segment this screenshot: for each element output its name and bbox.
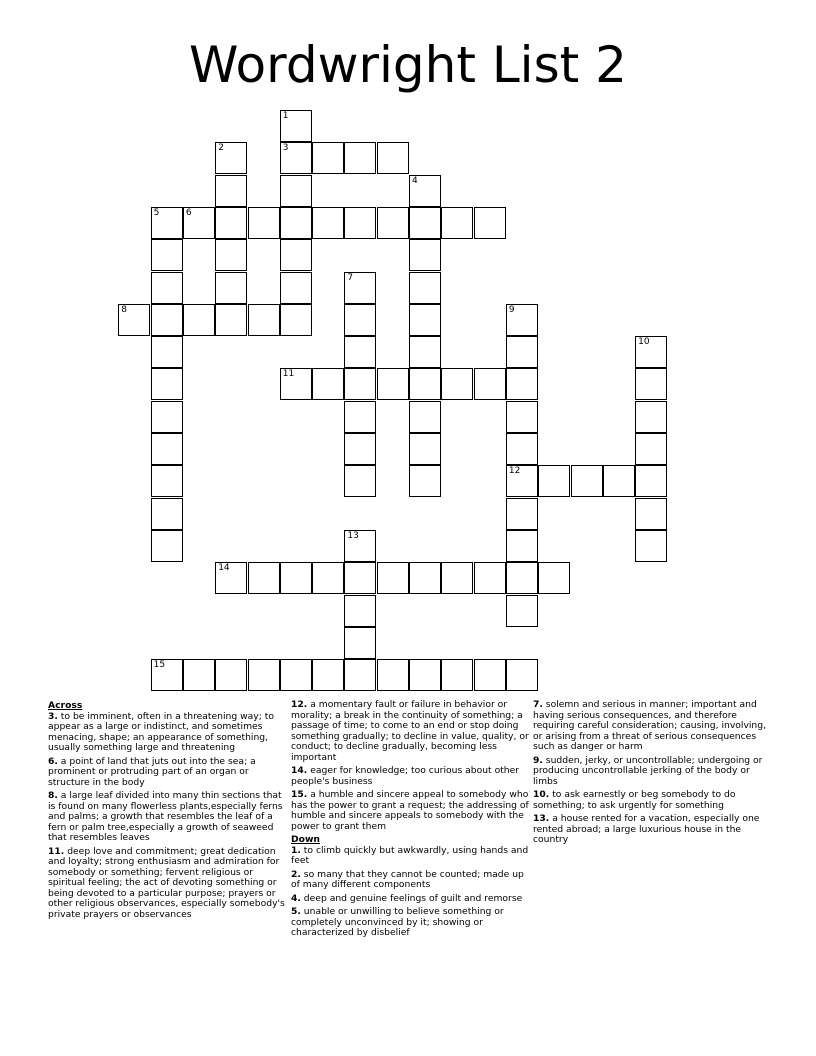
across-clue-list-2 [291, 700, 533, 832]
clue-item [291, 766, 533, 787]
clue-item [533, 700, 775, 753]
grid-cell[interactable] [151, 272, 183, 304]
clues-column-3 [533, 700, 775, 849]
grid-cell[interactable] [344, 207, 376, 239]
grid-cell[interactable] [409, 659, 441, 691]
grid-cell[interactable] [377, 562, 409, 594]
clue-text: so many that they cannot be counted; made up of many different components [291, 868, 524, 890]
cell-number: 1 [282, 111, 289, 121]
grid-cell[interactable] [312, 142, 344, 174]
grid-cell[interactable] [635, 530, 667, 562]
grid-cell[interactable] [474, 659, 506, 691]
grid-cell[interactable] [118, 304, 150, 336]
grid-cell[interactable] [506, 498, 538, 530]
grid-cell[interactable] [312, 368, 344, 400]
grid-cell[interactable] [280, 304, 312, 336]
grid-cell[interactable] [409, 207, 441, 239]
clues-column-2 [291, 700, 533, 942]
grid-cell[interactable] [344, 562, 376, 594]
cell-number: 9 [508, 304, 515, 315]
grid-cell[interactable] [151, 336, 183, 368]
clue-number: 4. [291, 892, 301, 904]
grid-cell[interactable] [312, 659, 344, 691]
clue-number: 11. [48, 845, 65, 857]
clue-text: unable or unwilling to believe something or completely unconvinced by it; showing or characterized by disbelief [291, 906, 504, 938]
clue-number: 14. [291, 765, 308, 776]
grid-cell[interactable] [538, 562, 570, 594]
across-heading: Across [48, 700, 83, 711]
grid-cell[interactable] [280, 207, 312, 239]
grid-cell[interactable] [215, 142, 247, 174]
grid-cell[interactable] [312, 207, 344, 239]
grid-cell[interactable] [506, 401, 538, 433]
grid-cell[interactable] [409, 368, 441, 400]
clue-number: 10. [533, 789, 550, 800]
grid-cell[interactable] [312, 562, 344, 594]
cell-number: 5 [153, 207, 160, 218]
grid-cell[interactable] [506, 368, 538, 400]
grid-cell[interactable] [280, 659, 312, 691]
clue-text: sudden, jerky, or uncontrollable; undergoing or producing uncontrollable jerking of the body or limbs [533, 754, 763, 787]
cell-number: 6 [185, 207, 192, 218]
grid-cell[interactable] [183, 304, 215, 336]
clue-item [48, 712, 290, 754]
grid-cell[interactable] [344, 304, 376, 336]
page-title: Wordwright List 2 [189, 36, 627, 94]
clue-item [533, 814, 775, 846]
grid-cell[interactable] [215, 272, 247, 304]
grid-cell[interactable] [409, 465, 441, 497]
grid-cell[interactable] [151, 401, 183, 433]
grid-cell[interactable] [506, 465, 538, 497]
grid-cell[interactable] [248, 304, 280, 336]
grid-cell[interactable] [344, 595, 376, 627]
grid-cell[interactable] [280, 142, 312, 174]
grid-cell[interactable] [215, 659, 247, 691]
grid-cell[interactable] [215, 562, 247, 594]
grid-cell[interactable] [344, 433, 376, 465]
clue-item [48, 791, 290, 844]
grid-cell[interactable] [151, 304, 183, 336]
grid-cell[interactable] [248, 659, 280, 691]
clue-text: eager for knowledge; too curious about other people's business [291, 765, 520, 787]
grid-cell[interactable] [441, 659, 473, 691]
clue-item [291, 700, 533, 763]
cell-number: 15 [153, 660, 166, 671]
grid-cell[interactable] [151, 498, 183, 530]
grid-cell[interactable] [344, 336, 376, 368]
cell-number: 3 [282, 143, 289, 154]
grid-cell[interactable] [215, 175, 247, 207]
clue-number: 3. [48, 710, 58, 722]
down-heading: Down [291, 834, 320, 845]
cell-number: 8 [121, 304, 128, 315]
grid-cell[interactable] [635, 433, 667, 465]
clue-number: 8. [48, 790, 58, 801]
clue-text: to ask earnestly or beg somebody to do something; to ask urgently for something [533, 789, 736, 811]
grid-cell[interactable] [506, 336, 538, 368]
grid-cell[interactable] [474, 368, 506, 400]
grid-cell[interactable] [280, 368, 312, 400]
grid-cell[interactable] [409, 304, 441, 336]
cell-number: 14 [218, 563, 230, 574]
clue-text: solemn and serious in manner; important and having serious consequences, and therefore requiring careful consideration; causing, involving, or arising from a threat of serious consequences such as danger or harm [533, 699, 767, 752]
grid-cell[interactable] [151, 465, 183, 497]
grid-cell[interactable] [409, 433, 441, 465]
clue-item [533, 756, 775, 788]
grid-cell[interactable] [280, 562, 312, 594]
cell-number: 10 [638, 337, 650, 348]
grid-cell[interactable] [409, 336, 441, 368]
clue-text: to be imminent, often in a threatening way; to appear as a large or indistinct, and sometimes menacing, shape; an appearance of something, usually something large and threatening [48, 710, 274, 753]
grid-cell[interactable] [474, 207, 506, 239]
clue-item [291, 870, 533, 891]
grid-cell[interactable] [409, 175, 441, 207]
grid-cell[interactable] [441, 368, 473, 400]
grid-cell[interactable] [441, 207, 473, 239]
grid-cell[interactable] [344, 465, 376, 497]
grid-cell[interactable] [151, 239, 183, 271]
grid-cell[interactable] [344, 659, 376, 691]
grid-cell[interactable] [377, 207, 409, 239]
clue-text: a house rented for a vacation, especially one rented abroad; a large luxurious house in the country [533, 813, 760, 845]
grid-cell[interactable] [215, 304, 247, 336]
grid-cell[interactable] [538, 465, 570, 497]
clue-item [48, 847, 290, 921]
grid-cell[interactable] [409, 272, 441, 304]
cell-number: 7 [347, 272, 354, 283]
clue-text: to climb quickly but awkwardly, using hands and feet [291, 844, 529, 866]
clue-number: 6. [48, 755, 58, 767]
grid-cell[interactable] [280, 239, 312, 271]
clue-item [291, 894, 533, 905]
clue-text: a large leaf divided into many thin sections that is found on many flowerless plants,especially ferns and palms; a growth that resembles the leaf of a fern or palm tree,especially a growth of seaweed that resembles leaves [48, 790, 283, 843]
clue-number: 7. [533, 699, 543, 710]
clue-number: 2. [291, 868, 301, 880]
clue-item [291, 846, 533, 867]
clue-item [291, 790, 533, 832]
grid-cell[interactable] [409, 239, 441, 271]
cell-number: 4 [412, 175, 418, 186]
grid-cell[interactable] [280, 175, 312, 207]
grid-cell[interactable] [635, 465, 667, 497]
grid-cell[interactable] [344, 530, 376, 562]
clue-number: 1. [291, 844, 301, 856]
across-clue-list-1 [48, 712, 290, 921]
grid-cell[interactable] [151, 368, 183, 400]
grid-cell[interactable] [344, 401, 376, 433]
clue-item [48, 757, 290, 789]
grid-cell[interactable] [506, 304, 538, 336]
grid-cell[interactable] [280, 272, 312, 304]
clue-text: a humble and sincere appeal to somebody who has the power to grant a request; the addressing of humble and sincere appeals to somebody with the power to grant them [291, 789, 529, 832]
grid-cell[interactable] [409, 401, 441, 433]
clue-item [533, 790, 775, 811]
grid-cell[interactable] [151, 659, 183, 691]
grid-cell[interactable] [635, 368, 667, 400]
grid-cell[interactable] [215, 207, 247, 239]
grid-cell[interactable] [151, 530, 183, 562]
grid-cell[interactable] [506, 530, 538, 562]
grid-cell[interactable] [635, 401, 667, 433]
grid-cell[interactable] [151, 433, 183, 465]
grid-cell[interactable] [344, 627, 376, 659]
cell-number: 2 [218, 143, 224, 154]
clue-number: 9. [533, 754, 543, 766]
clue-text: deep love and commitment; great dedication and loyalty; strong enthusiasm and admiration for somebody or something; fervent religious or spiritual feeling; the act of devoting something or being devoted to a particular purpose; prayers or other religious observances, especially somebody's private prayers or observances [48, 845, 285, 920]
cell-number: 12 [508, 466, 521, 477]
down-clue-list-1 [291, 846, 533, 939]
grid-cell[interactable] [344, 368, 376, 400]
grid-cell[interactable] [635, 336, 667, 368]
grid-cell[interactable] [571, 465, 603, 497]
grid-cell[interactable] [377, 368, 409, 400]
grid-cell[interactable] [603, 465, 635, 497]
clue-text: a momentary fault or failure in behavior or morality; a break in the continuity of something; a passage of time; to come to an end or stop doing something gradually; to decline in value, quality, or conduct; to decline gradually, becoming less important [291, 699, 529, 763]
cell-number: 11 [282, 369, 295, 380]
grid-cell[interactable] [183, 659, 215, 691]
grid-cell[interactable] [215, 239, 247, 271]
grid-cell[interactable] [506, 595, 538, 627]
clue-item [291, 907, 533, 939]
grid-cell[interactable] [344, 142, 376, 174]
grid-cell[interactable] [474, 562, 506, 594]
grid-cell[interactable] [248, 562, 280, 594]
grid-cell[interactable] [506, 433, 538, 465]
clue-text: a point of land that juts out into the sea; a prominent or protruding part of an organ or structure in the body [48, 755, 256, 788]
grid-cell[interactable] [183, 207, 215, 239]
clue-number: 12. [291, 699, 308, 710]
grid-cell[interactable] [377, 142, 409, 174]
grid-cell[interactable] [441, 562, 473, 594]
down-clue-list-2 [533, 700, 775, 846]
grid-cell[interactable] [280, 110, 312, 142]
grid-cell[interactable] [248, 207, 280, 239]
grid-cell[interactable] [409, 562, 441, 594]
clue-number: 13. [533, 813, 550, 824]
clues-column-1 [48, 700, 290, 923]
cell-number: 13 [347, 530, 359, 541]
grid-cell[interactable] [635, 498, 667, 530]
grid-cell[interactable] [506, 562, 538, 594]
clue-number: 5. [291, 906, 301, 917]
grid-cell[interactable] [506, 659, 538, 691]
grid-cell[interactable] [151, 207, 183, 239]
grid-cell[interactable] [344, 272, 376, 304]
grid-cell[interactable] [377, 659, 409, 691]
clue-text: deep and genuine feelings of guilt and remorse [300, 892, 523, 904]
clue-number: 15. [291, 789, 308, 800]
